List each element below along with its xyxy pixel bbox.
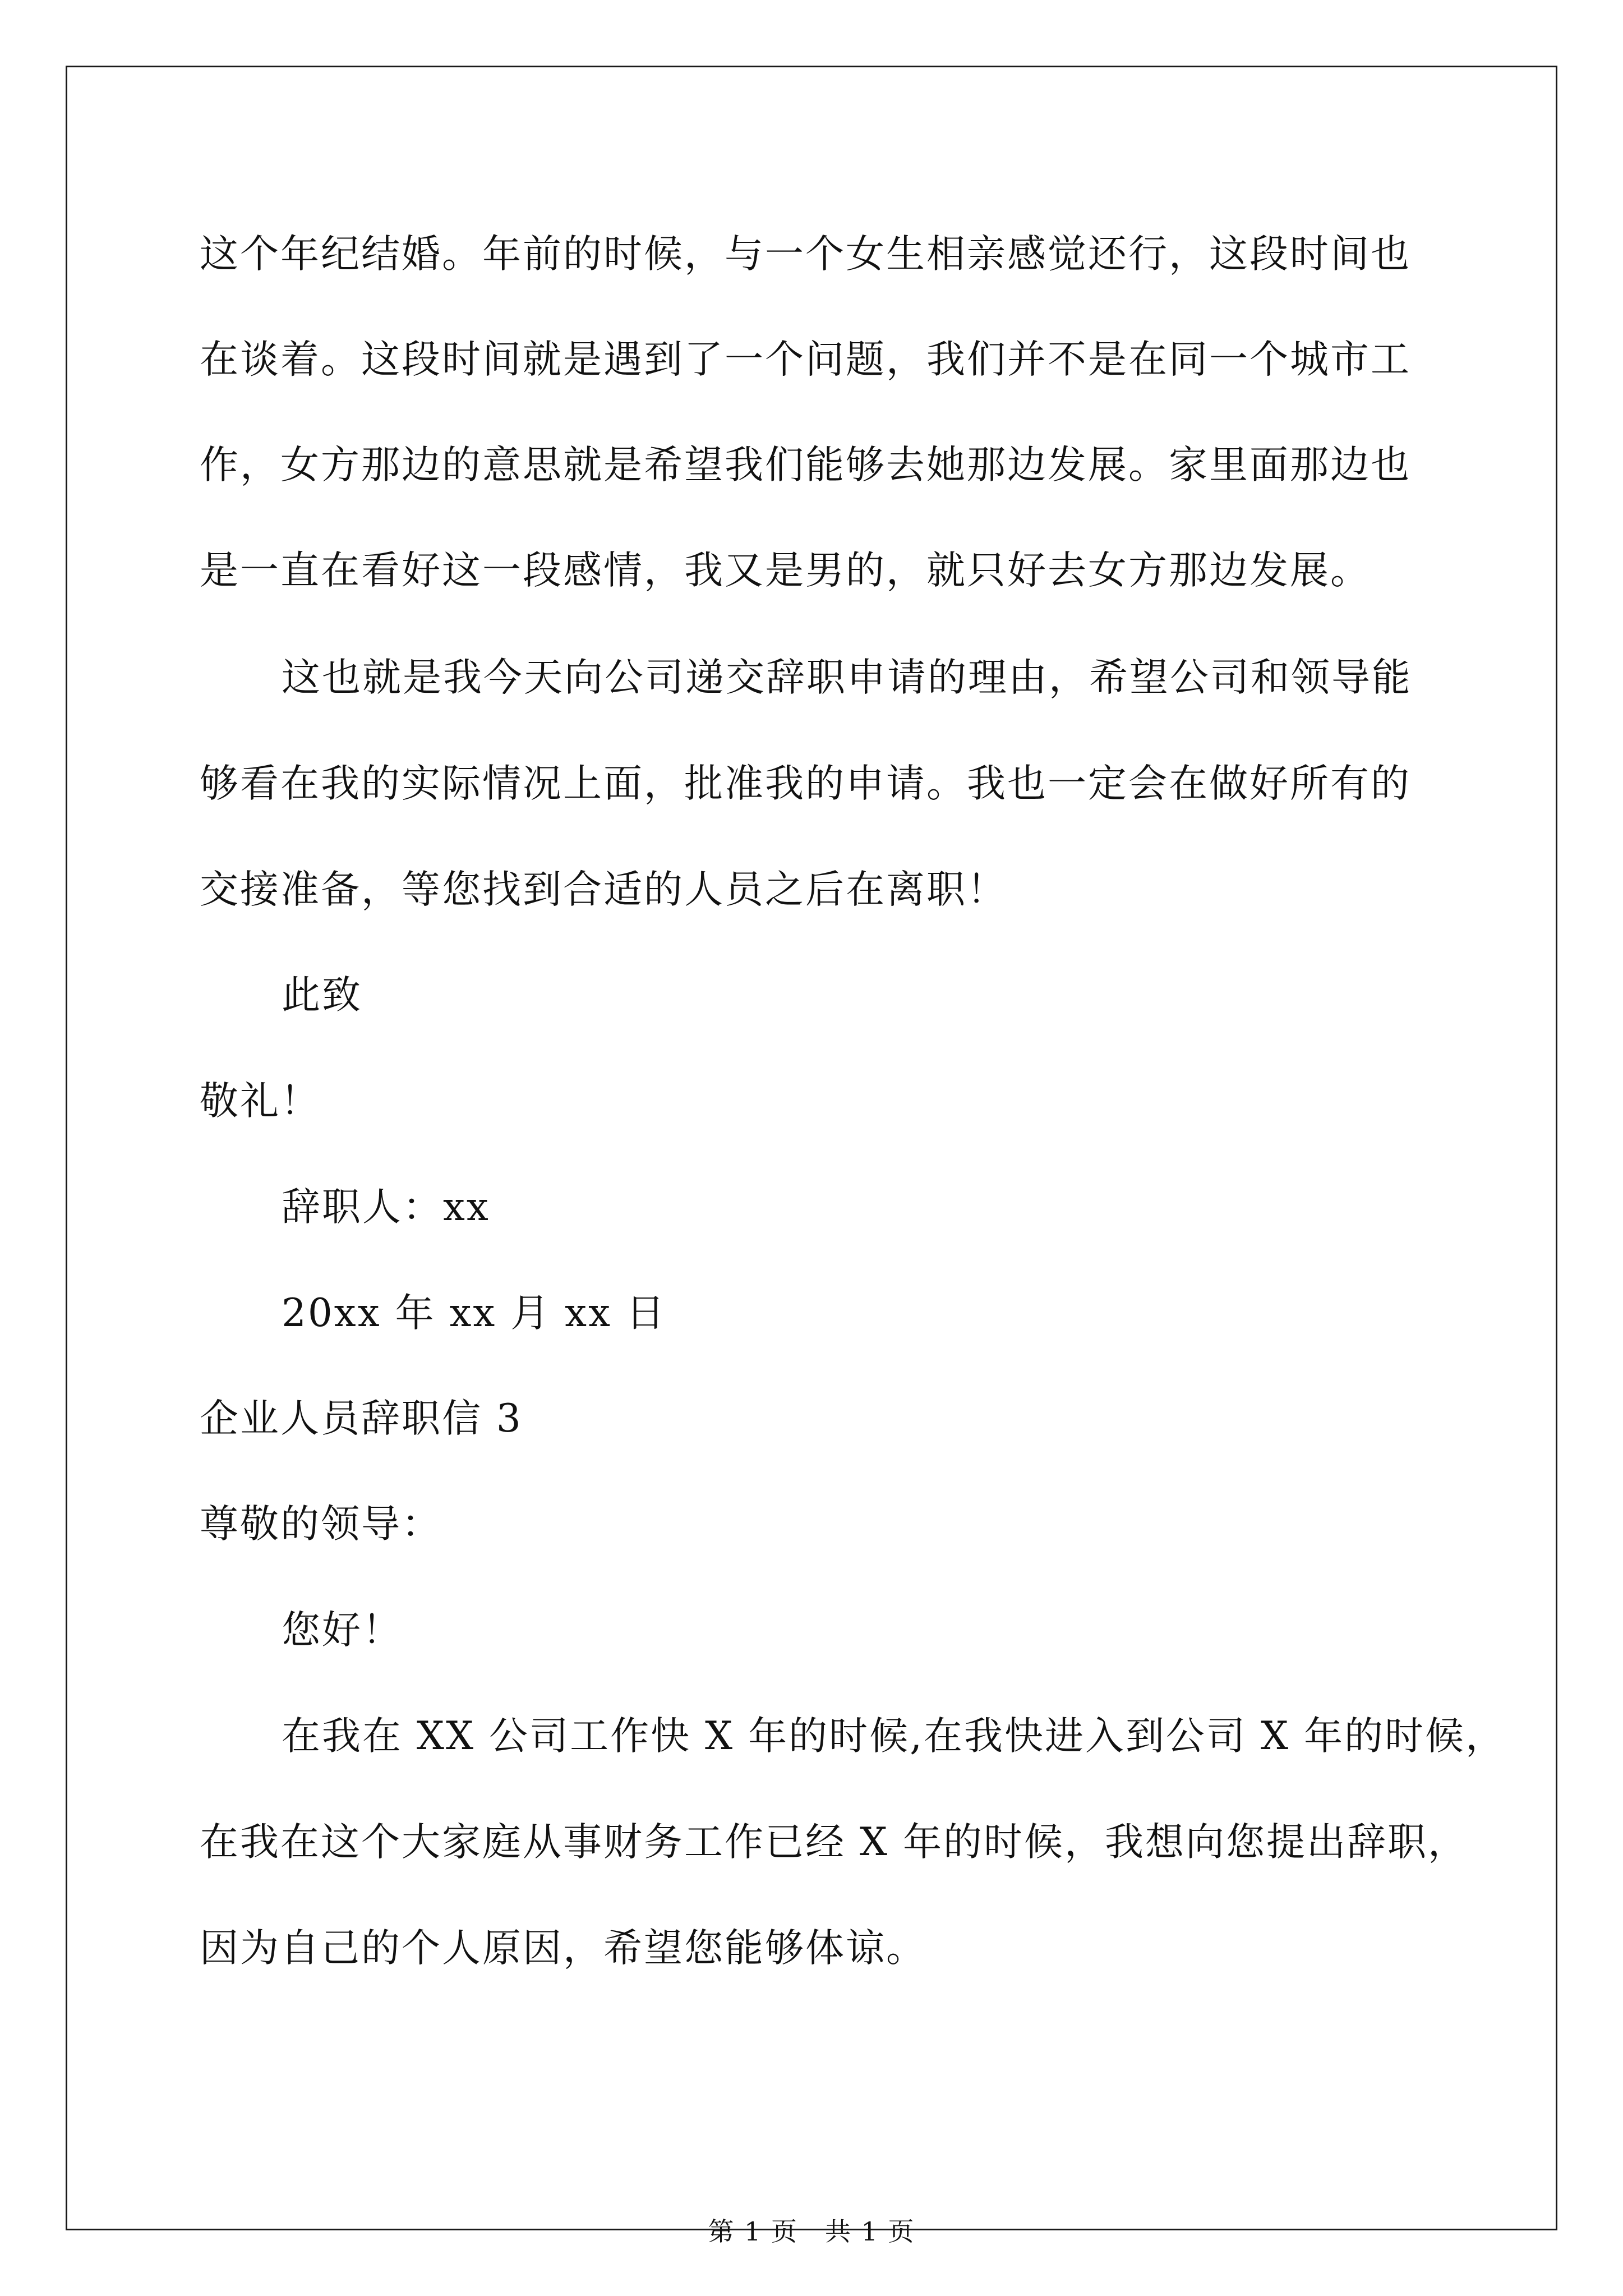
closing-regards: 敬礼！: [200, 1079, 321, 1124]
section-title: 企业人员辞职信 3: [200, 1396, 523, 1441]
page-footer: 第 1 页 共 1 页: [708, 2216, 915, 2247]
paragraph-line: 在我在这个大家庭从事财务工作已经 X 年的时候，我想向您提出辞职，: [200, 1820, 1468, 1865]
page-border: [66, 66, 1557, 2230]
greeting-hello: 您好！: [282, 1608, 403, 1653]
paragraph-line: 因为自己的个人原因，希望您能够体谅。: [200, 1926, 926, 1971]
greeting-line: 尊敬的领导：: [200, 1502, 442, 1547]
signature-line: 辞职人：xx: [282, 1185, 490, 1230]
paragraph-line: 是一直在看好这一段感情，我又是男的，就只好去女方那边发展。: [200, 548, 1371, 593]
paragraph-line: 够看在我的实际情况上面，批准我的申请。我也一定会在做好所有的: [200, 761, 1411, 806]
paragraph-line: 这个年纪结婚。年前的时候，与一个女生相亲感觉还行，这段时间也: [200, 232, 1411, 277]
paragraph-line: 交接准备，等您找到合适的人员之后在离职！: [200, 867, 1007, 912]
closing-salutation: 此致: [282, 973, 362, 1018]
date-line: 20xx 年 xx 月 xx 日: [282, 1291, 666, 1336]
paragraph-line: 这也就是我今天向公司递交辞职申请的理由，希望公司和领导能: [282, 655, 1412, 700]
paragraph-line: 在谈着。这段时间就是遇到了一个问题，我们并不是在同一个城市工: [200, 337, 1411, 382]
paragraph-line: 作，女方那边的意思就是希望我们能够去她那边发展。家里面那边也: [200, 443, 1411, 487]
paragraph-line: 在我在 XX 公司工作快 X 年的时候,在我快进入到公司 X 年的时候，: [282, 1714, 1506, 1759]
